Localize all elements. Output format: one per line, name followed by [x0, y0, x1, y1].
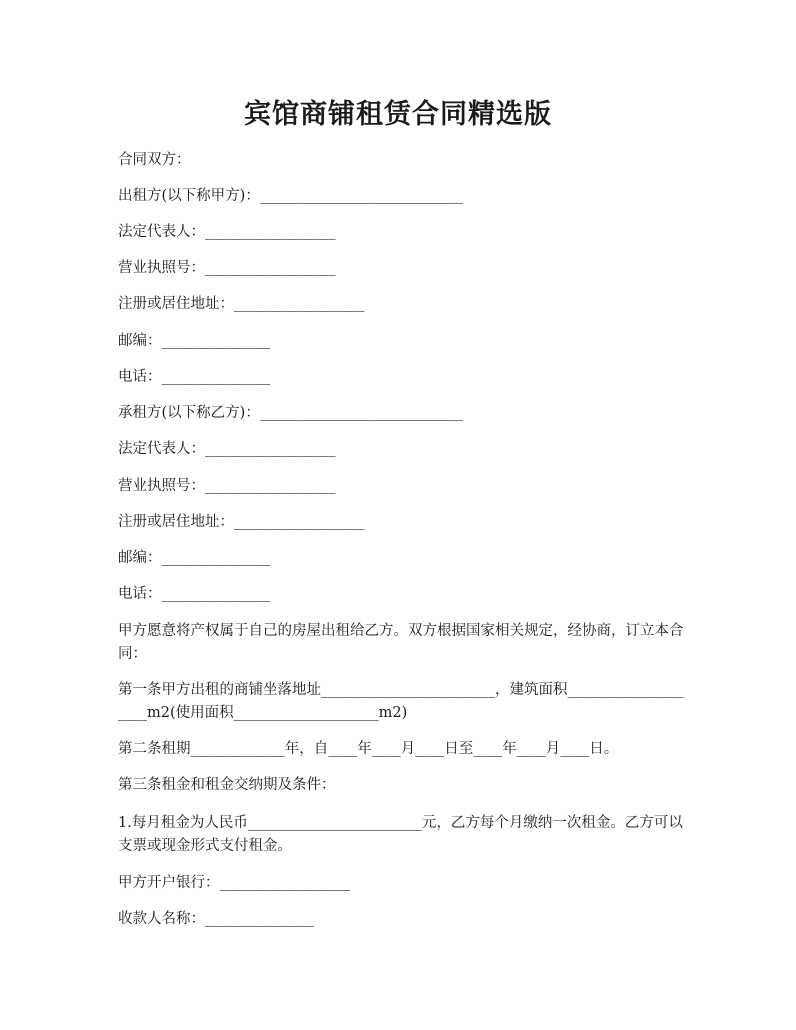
document-title: 宾馆商铺租赁合同精选版 [244, 99, 552, 130]
article-3-heading: 第三条租金和租金交纳期及条件： [118, 777, 336, 793]
rent-clause-paragraph: 1.每月租金为人民币________________________元，乙方每个月缴纳一次租金。乙方可以支票或现金形式支付租金。 [118, 815, 683, 854]
lessor-legal-rep-line: 法定代表人：__________________ [118, 224, 336, 240]
preamble-paragraph: 甲方愿意将产权属于自己的房屋出租给乙方。双方根据国家相关规定，经协商，订立本合同： [118, 623, 684, 662]
lessee-address-line: 注册或居住地址：__________________ [118, 514, 365, 530]
payee-name-line: 收款人名称：_______________ [118, 911, 314, 927]
lessor-name-line: 出租方(以下称甲方)：____________________________ [118, 188, 463, 204]
lessor-license-line: 营业执照号：__________________ [118, 260, 336, 276]
lessor-phone-line: 电话：_______________ [118, 369, 271, 385]
lessee-legal-rep-line: 法定代表人：__________________ [118, 441, 336, 457]
lessee-postcode-line: 邮编：_______________ [118, 550, 271, 566]
lessor-address-line: 注册或居住地址：__________________ [118, 296, 365, 312]
lessee-license-line: 营业执照号：__________________ [118, 478, 336, 494]
bank-line: 甲方开户银行：__________________ [118, 875, 350, 891]
lessee-phone-line: 电话：_______________ [118, 586, 271, 602]
lessor-postcode-line: 邮编：_______________ [118, 333, 271, 349]
article-1-paragraph: 第一条甲方出租的商铺坐落地址________________________，建筑面积____________________m2(使用面积____________________m2) [118, 682, 684, 721]
contract-parties-heading: 合同双方： [118, 152, 191, 168]
article-2-paragraph: 第二条租期_____________年，自____年____月____日至____年____月____日。 [118, 741, 619, 757]
lessee-name-line: 承租方(以下称乙方)：____________________________ [118, 405, 463, 421]
